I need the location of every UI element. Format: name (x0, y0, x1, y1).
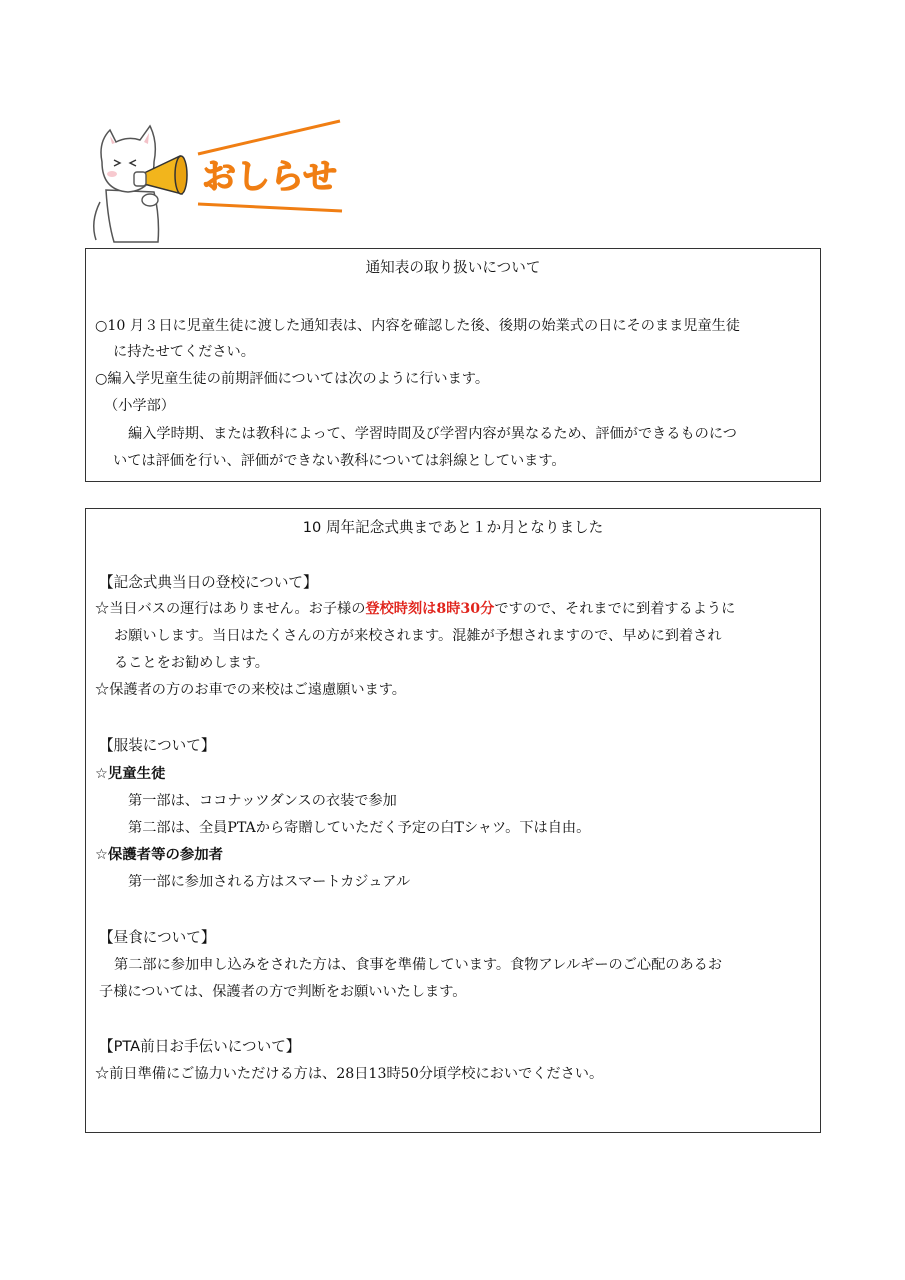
cat-tail (94, 202, 100, 240)
report-card-notice-box (85, 248, 821, 482)
header-accent-line-bottom (198, 204, 342, 211)
dress-line-2: 第二部は、全員PTAから寄贈していただく予定の白Tシャツ。下は自由。 (128, 820, 591, 836)
arrival-time-highlight: 登校時刻は8時30分 (365, 601, 495, 617)
attendance-line-3: ることをお勧めします。 (114, 655, 269, 671)
dress-line-1: 第一部は、ココナッツダンスの衣装で参加 (128, 793, 397, 809)
attendance-line-2: お願いします。当日はたくさんの方が来校されます。混雑が予想されますので、早めに到着され (114, 628, 722, 644)
report-card-line-3: （小学部） (104, 398, 175, 414)
anniversary-title: 10 周年記念式典まであと１か月となりました (302, 519, 604, 536)
dress-students-subheading: ☆児童生徒 (95, 766, 166, 782)
attendance-line-1-pre: ☆当日バスの運行はありません。お子様の (95, 601, 366, 617)
dress-line-3: 第一部に参加される方はスマートカジュアル (128, 874, 411, 890)
report-card-line-2: ○編入学児童生徒の前期評価については次のように行います。 (95, 371, 490, 387)
lunch-line-2: 子様については、保護者の方で判断をお願いいたします。 (99, 984, 467, 1000)
report-card-line-1b: に持たせてください。 (113, 344, 255, 360)
notice-header-illustration (88, 112, 358, 247)
lunch-line-1: 第二部に参加申し込みをされた方は、食事を準備しています。食物アレルギーのご心配のあるお (114, 957, 723, 973)
dress-guardians-subheading: ☆保護者等の参加者 (95, 847, 224, 863)
report-card-line-4b: いては評価を行い、評価ができない教科については斜線としています。 (113, 453, 566, 469)
anniversary-notice-box (85, 508, 821, 1133)
section-dress-heading: 【服装について】 (99, 737, 216, 754)
header-accent-line-top (198, 121, 340, 154)
section-lunch-heading: 【昼食について】 (99, 929, 216, 946)
pta-line-1: ☆前日準備にご協力いただける方は、28日13時50分頃学校においでください。 (95, 1066, 604, 1082)
report-card-title: 通知表の取り扱いについて (365, 259, 541, 276)
header-logo-text: おしらせ (202, 157, 337, 197)
report-card-line-4a: 編入学時期、または教科によって、学習時間及び学習内容が異なるため、評価ができるものにつ (128, 426, 737, 442)
attendance-line-1-post: ですので、それまでに到着するように (494, 601, 736, 617)
section-attendance-heading: 【記念式典当日の登校について】 (99, 574, 318, 591)
attendance-line-1 (95, 599, 735, 619)
attendance-line-4: ☆保護者の方のお車での来校はご遠慮願います。 (95, 682, 406, 698)
report-card-line-1a: ○10 月３日に児童生徒に渡した通知表は、内容を確認した後、後期の始業式の日にそのまま児童生徒 (95, 318, 741, 334)
section-pta-heading: 【PTA前日お手伝いについて】 (99, 1038, 301, 1055)
